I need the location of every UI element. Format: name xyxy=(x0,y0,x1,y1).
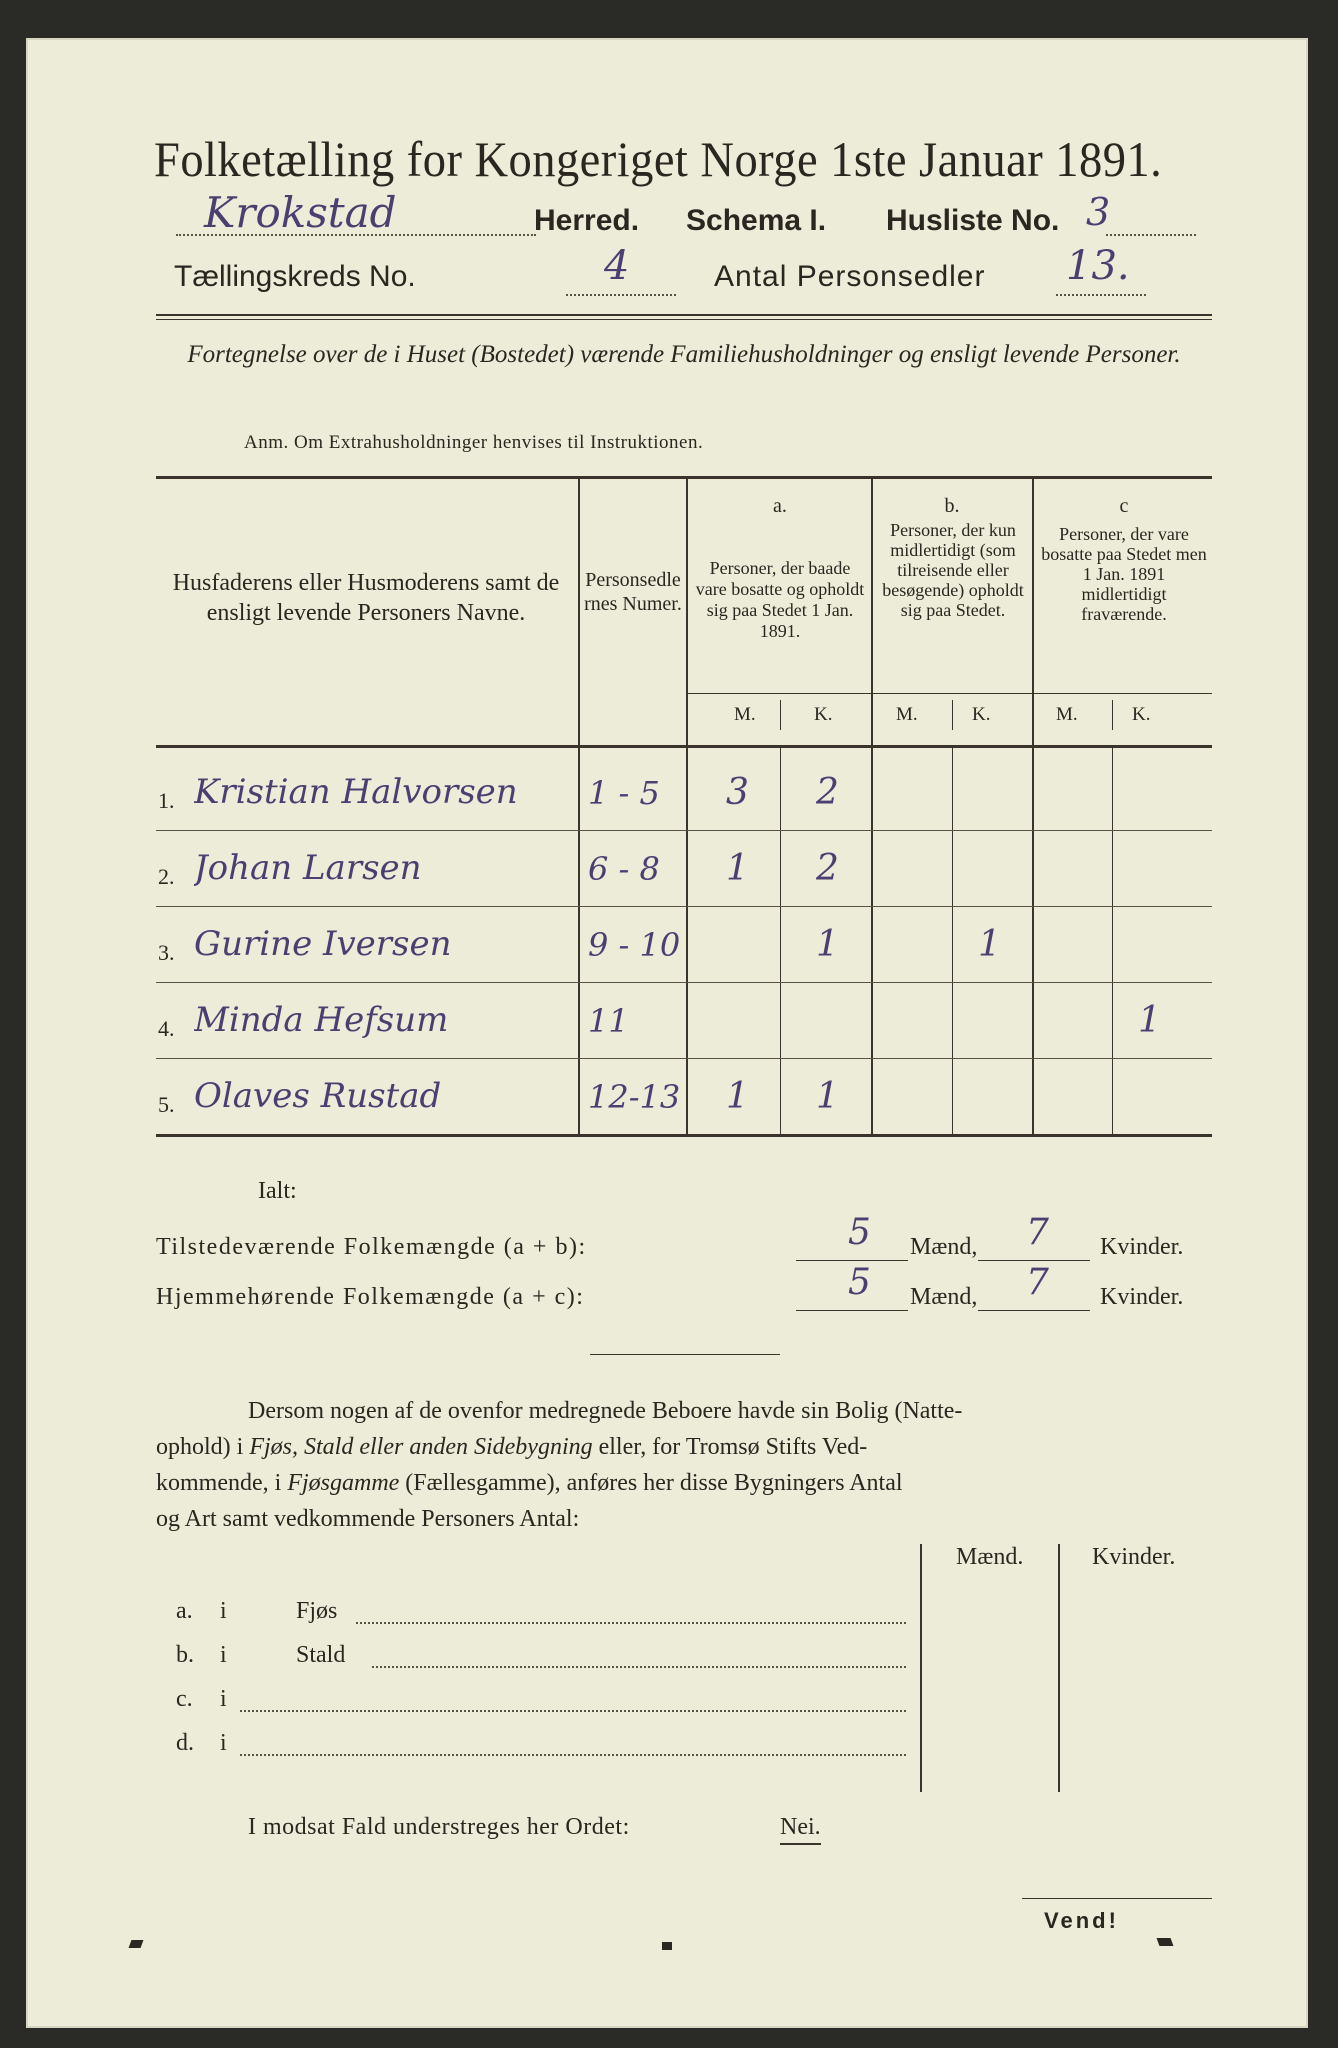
krets-dotline xyxy=(566,294,676,296)
hjem-k-line xyxy=(978,1310,1090,1311)
table-row-sedler-num: 9 - 10 xyxy=(588,926,681,964)
building-row-i: i xyxy=(220,1730,227,1756)
col-c-letter: c xyxy=(1119,495,1129,517)
buildings-text-3c: (Fællesgamme), anføres her disse Bygningers Antal xyxy=(405,1470,903,1496)
col-a-letter: a. xyxy=(773,495,787,517)
body-divider-4 xyxy=(871,748,873,1134)
table-row-bk-count: 1 xyxy=(978,924,1001,965)
body-divider-5 xyxy=(952,748,953,1134)
table-row-rule xyxy=(156,982,1212,983)
col-name-header: Husfaderens eller Husmoderens samt de ensligt levende Personers Navne. xyxy=(172,570,560,626)
hjem-maend: Mænd, xyxy=(910,1284,978,1310)
table-row-ak-count: 2 xyxy=(816,772,839,813)
section-divider xyxy=(590,1354,780,1355)
tilst-m-line xyxy=(796,1260,908,1261)
ialt-label: Ialt: xyxy=(258,1178,297,1204)
antal-dotline xyxy=(1056,294,1146,296)
tilst-k-value: 7 xyxy=(1026,1212,1049,1253)
table-row-rule xyxy=(156,1058,1212,1059)
buildings-text-4: og Art samt vedkommende Personers Antal: xyxy=(156,1506,580,1532)
table-row-name: Minda Hefsum xyxy=(194,1000,449,1040)
col-c-header: Personer, der vare bosatte paa Stedet men 1 Jan. 1891 midlertidigt fraværende. xyxy=(1041,524,1207,624)
c-k-label: K. xyxy=(1132,704,1151,725)
building-row-label: Fjøs xyxy=(296,1598,338,1624)
table-row-name: Gurine Iversen xyxy=(194,924,452,964)
schema-label: Schema I. xyxy=(686,204,827,237)
census-form-sheet xyxy=(26,38,1308,2028)
husliste-label: Husliste No. xyxy=(886,204,1060,237)
header-rule xyxy=(156,314,1212,316)
antal-label: Antal Personsedler xyxy=(714,260,986,293)
building-row-i: i xyxy=(220,1686,227,1712)
table-row-am-count: 3 xyxy=(726,772,749,813)
building-row-letter: c. xyxy=(176,1686,193,1712)
a-m-label: M. xyxy=(734,704,756,725)
tilst-label: Tilstedeværende Folkemængde (a + b): xyxy=(156,1234,587,1260)
herred-label: Herred. xyxy=(534,204,640,237)
hjem-label: Hjemmehørende Folkemængde (a + c): xyxy=(156,1284,585,1310)
building-row-letter: d. xyxy=(176,1730,194,1756)
col-divider-4 xyxy=(1032,476,1034,746)
buildings-text-3 xyxy=(156,1470,903,1497)
buildings-col-kvinder: Kvinder. xyxy=(1092,1544,1176,1570)
buildings-divider-1 xyxy=(920,1544,922,1792)
a-mk-divider xyxy=(780,700,781,730)
husliste-value: 3 xyxy=(1086,190,1111,234)
body-divider-2 xyxy=(686,748,688,1134)
krets-label: Tællingskreds No. xyxy=(174,260,416,293)
table-row-index: 2. xyxy=(158,864,175,889)
krets-value: 4 xyxy=(604,243,630,289)
buildings-text-3a: kommende, i xyxy=(156,1470,282,1496)
table-row-index: 3. xyxy=(158,940,175,965)
col-divider-2 xyxy=(686,476,688,746)
table-row-ak-count: 1 xyxy=(816,1076,839,1117)
corner-mark-right xyxy=(1157,1938,1174,1946)
table-row-ak-count: 2 xyxy=(816,848,839,889)
b-k-label: K. xyxy=(972,704,991,725)
building-row-i: i xyxy=(220,1598,227,1624)
col-a-header: Personer, der baade vare bosatte og opholdt sig paa Stedet 1 Jan. 1891. xyxy=(695,558,865,641)
table-row-index: 1. xyxy=(158,788,175,813)
buildings-text-2a: ophold) i xyxy=(156,1434,244,1460)
col-b-header: Personer, der kun midlertidigt (som tilreisende eller besøgende) opholdt sig paa Stedet. xyxy=(882,520,1024,620)
table-header-bottom-rule xyxy=(156,745,1212,748)
table-row-am-count: 1 xyxy=(726,848,749,889)
table-row-sedler-num: 1 - 5 xyxy=(588,774,660,812)
intro-text: Fortegnelse over de i Huset (Bostedet) værende Familiehusholdninger og ensligt levende Personer. xyxy=(187,341,1181,368)
col-num-header: Personsedlernes Numer. xyxy=(584,569,682,615)
body-divider-3 xyxy=(780,748,781,1134)
antal-value: 13. xyxy=(1066,243,1130,289)
buildings-text-2 xyxy=(156,1434,867,1461)
hjem-m-line xyxy=(796,1310,908,1311)
c-m-label: M. xyxy=(1056,704,1078,725)
body-divider-7 xyxy=(1112,748,1113,1134)
building-row-dotline xyxy=(240,1710,906,1712)
herred-value: Krokstad xyxy=(204,188,397,237)
tilst-m-value: 5 xyxy=(848,1212,871,1253)
tilst-maend: Mænd, xyxy=(910,1234,978,1260)
buildings-text-1: Dersom nogen af de ovenfor medregnede Beboere havde sin Bolig (Natte- xyxy=(248,1398,963,1424)
col-divider-3 xyxy=(871,476,873,746)
corner-mark-left xyxy=(129,1940,144,1948)
c-mk-divider xyxy=(1112,700,1113,730)
husliste-dotline xyxy=(1106,234,1196,236)
nei-word: Nei. xyxy=(780,1814,821,1845)
a-k-label: K. xyxy=(814,704,833,725)
modsat-text: I modsat Fald understreges her Ordet: xyxy=(248,1814,630,1840)
table-row-ak-count: 1 xyxy=(816,924,839,965)
building-row-dotline xyxy=(372,1666,906,1668)
building-row-letter: a. xyxy=(176,1598,193,1624)
table-row-rule xyxy=(156,906,1212,907)
table-row-sedler-num: 6 - 8 xyxy=(588,850,660,888)
form-title: Folketælling for Kongeriget Norge 1ste Januar 1891. xyxy=(154,131,1163,187)
anm-note: Anm. Om Extrahusholdninger henvises til Instruktionen. xyxy=(244,432,704,453)
table-row-index: 4. xyxy=(158,1016,175,1041)
tilst-k-line xyxy=(978,1260,1090,1261)
buildings-text-2c: eller, for Tromsø Stifts Ved- xyxy=(598,1434,868,1460)
building-row-letter: b. xyxy=(176,1642,194,1668)
col-divider-1 xyxy=(578,476,580,746)
mk-subheader-rule xyxy=(688,693,1212,694)
hjem-m-value: 5 xyxy=(848,1262,871,1303)
table-row-name: Johan Larsen xyxy=(194,848,422,888)
body-divider-1 xyxy=(578,748,580,1134)
building-row-label: Stald xyxy=(296,1642,346,1668)
header-rule-thin xyxy=(156,319,1212,320)
buildings-text-2b: Fjøs, Stald eller anden Sidebygning xyxy=(249,1434,593,1460)
table-top-rule xyxy=(156,476,1212,479)
table-row-ck-count: 1 xyxy=(1138,1000,1161,1041)
buildings-text-3b: Fjøsgamme xyxy=(287,1470,400,1496)
buildings-col-maend: Mænd. xyxy=(956,1544,1024,1570)
building-row-dotline xyxy=(240,1754,906,1756)
building-row-dotline xyxy=(356,1622,906,1624)
table-row-am-count: 1 xyxy=(726,1076,749,1117)
b-mk-divider xyxy=(952,700,953,730)
vend-text: Vend! xyxy=(1044,1908,1119,1933)
table-row-rule xyxy=(156,830,1212,831)
tilst-kvinder: Kvinder. xyxy=(1100,1234,1184,1260)
building-row-i: i xyxy=(220,1642,227,1668)
hjem-kvinder: Kvinder. xyxy=(1100,1284,1184,1310)
corner-mark-center xyxy=(662,1942,672,1950)
table-row-name: Kristian Halvorsen xyxy=(194,772,518,812)
col-b-letter: b. xyxy=(944,495,960,517)
table-row-name: Olaves Rustad xyxy=(194,1076,442,1116)
body-divider-6 xyxy=(1032,748,1034,1134)
b-m-label: M. xyxy=(896,704,918,725)
table-row-index: 5. xyxy=(158,1092,175,1117)
table-row-sedler-num: 12-13 xyxy=(588,1078,681,1116)
table-row-sedler-num: 11 xyxy=(588,1002,629,1040)
vend-rule xyxy=(1022,1898,1212,1899)
buildings-divider-2 xyxy=(1058,1544,1060,1792)
hjem-k-value: 7 xyxy=(1026,1262,1049,1303)
table-bottom-rule xyxy=(156,1134,1212,1137)
